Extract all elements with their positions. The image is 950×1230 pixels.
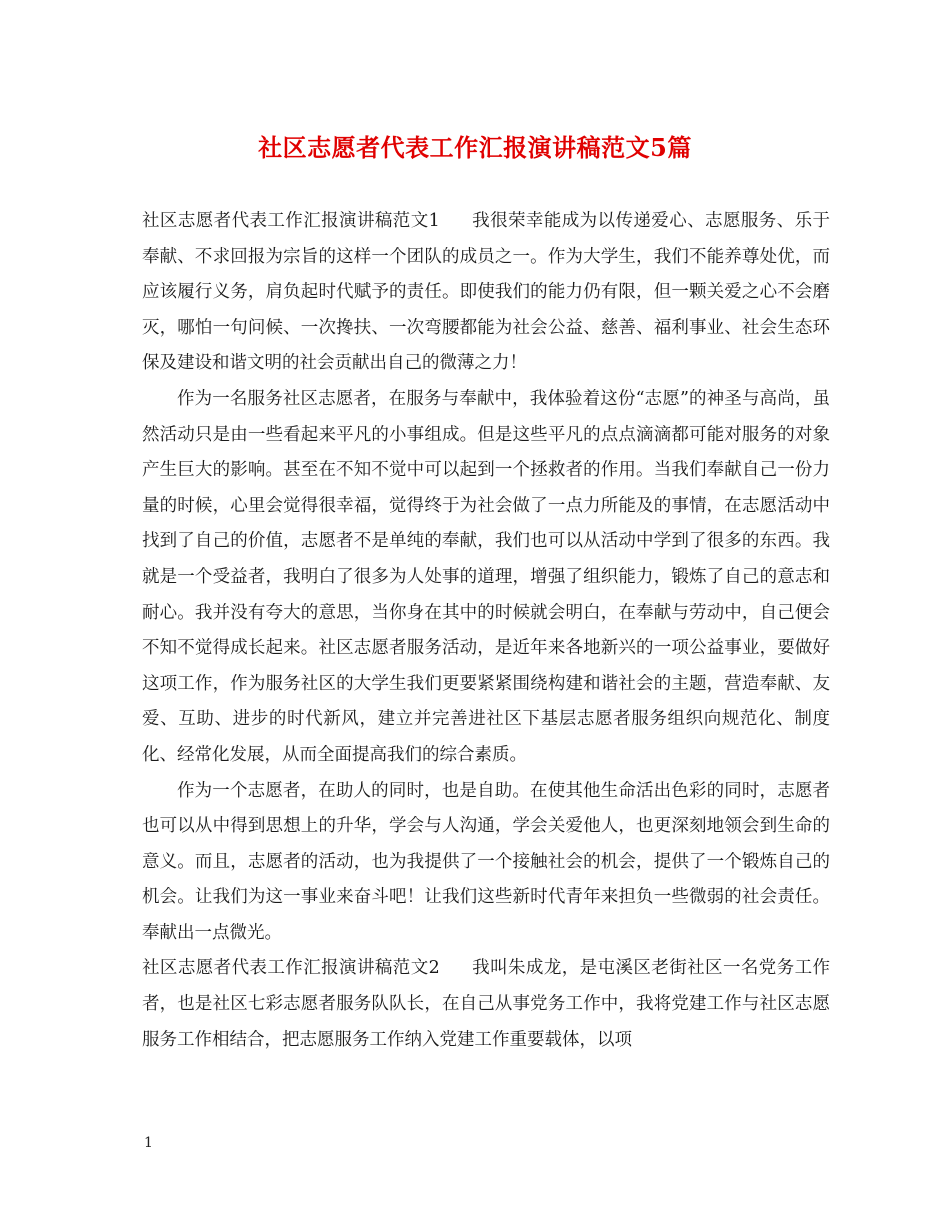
section-heading-2: 社区志愿者代表工作汇报演讲稿范文2 [142,958,440,979]
body-paragraph-2: 作为一个志愿者，在助人的同时，也是自助。在使其他生命活出色彩的同时，志愿者也可以从中得到思想上的升华，学会与人沟通，学会关爱他人，也更深刻地领会到生命的意义。而且，志愿者的活动，也为我提供了一个接触社会的机会，提供了一个锻炼自己的机会。让我们为这一事业来奋斗吧！让我们这些新时代青年来担负一些微弱的社会责任。奉献出一点微光。 [142,780,830,943]
section-heading-1: 社区志愿者代表工作汇报演讲稿范文1 [142,211,440,231]
document-title: 社区志愿者代表工作汇报演讲稿范文5篇 [258,133,692,162]
section-2-text: 我叫朱成龙，是屯溪区老街社区一名党务工作者，也是社区七彩志愿者服务队队长，在自己从事党务工作中，我将党建工作与社区志愿服务工作相结合，把志愿服务工作纳入党建工作重要载体，以项 [142,958,831,1050]
document-body [142,204,830,1058]
page-number: 1 [144,1135,153,1151]
section-2-paragraph [142,951,830,1058]
section-1-text: 我很荣幸能成为以传递爱心、志愿服务、乐于奉献、不求回报为宗旨的这样一个团队的成员之一。作为大学生，我们不能养尊处优，而应该履行义务，肩负起时代赋予的责任。即使我们的能力仍有限，但一颗关爱之心不会磨灭，哪怕一句问候、一次搀扶、一次弯腰都能为社会公益、慈善、福利事业、社会生态环保及建设和谐文明的社会贡献出自己的微薄之力！ [142,211,831,374]
body-paragraph-1: 作为一名服务社区志愿者，在服务与奉献中，我体验着这份“志愿”的神圣与高尚，虽然活动只是由一些看起来平凡的小事组成。但是这些平凡的点点滴滴都可能对服务的对象产生巨大的影响。甚至在不知不觉中可以起到一个拯救者的作用。当我们奉献自己一份力量的时候，心里会觉得很幸福，觉得终于为社会做了一点力所能及的事情，在志愿活动中找到了自己的价值，志愿者不是单纯的奉献，我们也可以从活动中学到了很多的东西。我就是一个受益者，我明白了很多为人处事的道理，增强了组织能力，锻炼了自己的意志和耐心。我并没有夸大的意思，当你身在其中的时候就会明白，在奉献与劳动中，自己便会不知不觉得成长起来。社区志愿者服务活动，是近年来各地新兴的一项公益事业，要做好这项工作，作为服务社区的大学生我们更要紧紧围绕构建和谐社会的主题，营造奉献、友爱、互助、进步的时代新风，建立并完善进社区下基层志愿者服务组织向规范化、制度化、经常化发展，从而全面提高我们的综合素质。 [142,388,830,765]
section-1-paragraph [142,204,830,382]
